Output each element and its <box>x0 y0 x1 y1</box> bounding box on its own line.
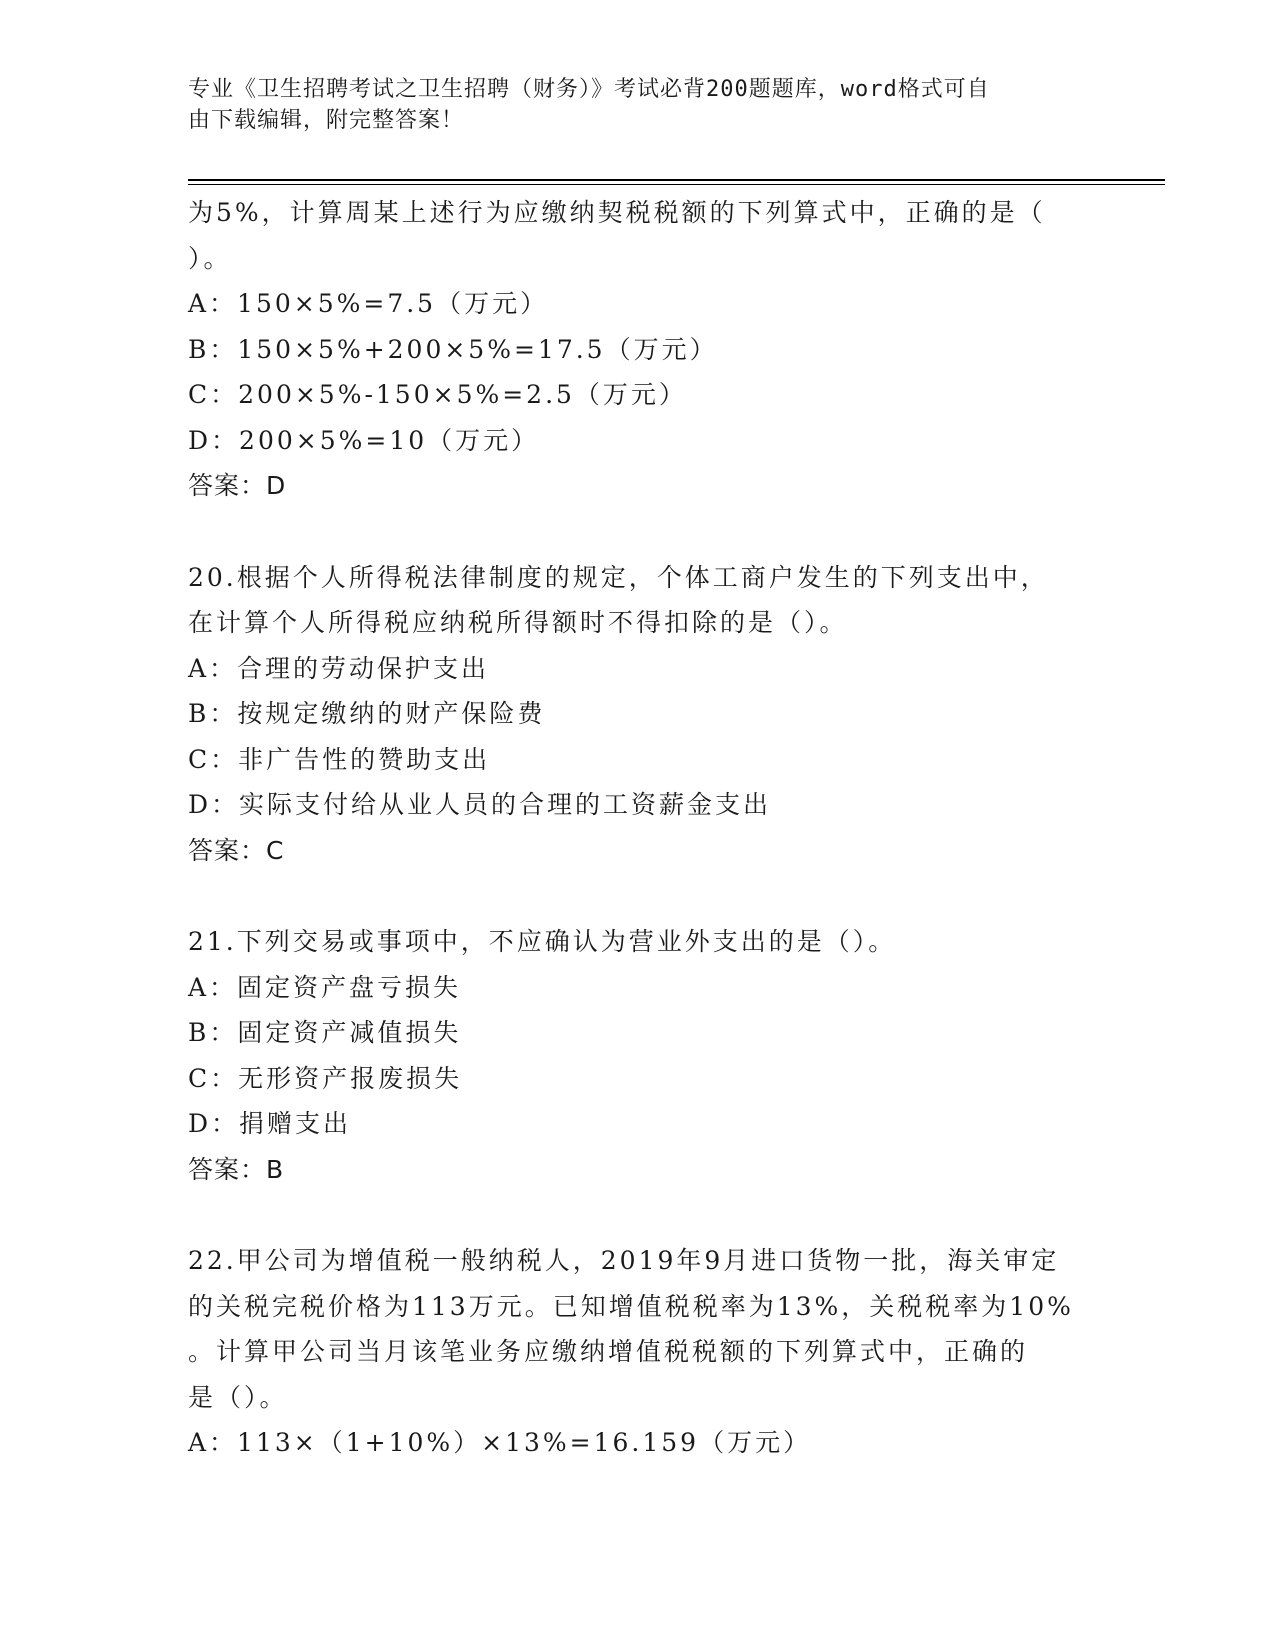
question-stem-line: ）。 <box>188 243 232 273</box>
header-divider-thin <box>188 184 1165 185</box>
question-stem-line: 21.下列交易或事项中，不应确认为营业外支出的是（）。 <box>188 927 897 956</box>
header-line-1: 专业《卫生招聘考试之卫生招聘（财务）》考试必背200题题库，word格式可自 <box>188 77 990 102</box>
question-stem-line: 是（）。 <box>188 1382 288 1412</box>
answer-line: 答案：D <box>188 471 287 500</box>
question-21 <box>188 919 1088 1192</box>
option-a: A：合理的劳动保护支出 <box>188 653 490 683</box>
option-c: C：非广告性的赞助支出 <box>188 744 491 774</box>
option-a: A：150×5%=7.5（万元） <box>188 289 549 318</box>
question-stem-line: 。计算甲公司当月该笔业务应缴纳增值税税额的下列算式中，正确的 <box>188 1337 1029 1366</box>
answer-line: 答案：B <box>188 1154 285 1184</box>
answer-line: 答案：C <box>188 835 285 865</box>
option-a: A：固定资产盘亏损失 <box>188 972 462 1002</box>
option-c: C：无形资产报废损失 <box>188 1063 463 1093</box>
question-stem-line: 的关税完税价格为113万元。已知增值税税率为13%，关税税率为10% <box>188 1291 1074 1321</box>
option-d: D：200×5%=10（万元） <box>188 425 540 455</box>
header-line-2: 由下载编辑，附完整答案！ <box>188 108 465 133</box>
question-stem-line: 20.根据个人所得税法律制度的规定，个体工商户发生的下列支出中， <box>188 562 1049 592</box>
question-22 <box>188 1238 1088 1466</box>
question-stem-line: 在计算个人所得税应纳税所得额时不得扣除的是（）。 <box>188 608 848 637</box>
option-d: D：实际支付给从业人员的合理的工资薪金支出 <box>188 790 772 819</box>
question-20 <box>188 555 1088 874</box>
question-list <box>188 190 1088 1466</box>
question-19 <box>188 190 1088 509</box>
option-c: C：200×5%-150×5%=2.5（万元） <box>188 380 687 409</box>
document-header <box>188 74 1088 136</box>
option-d: D：捐赠支出 <box>188 1109 352 1138</box>
option-b: B：按规定缴纳的财产保险费 <box>188 699 546 728</box>
option-a: A：113×（1+10%）×13%=16.159（万元） <box>188 1428 812 1457</box>
question-stem-line: 为5%，计算周某上述行为应缴纳契税税额的下列算式中，正确的是（ <box>188 198 1046 227</box>
question-stem-line: 22.甲公司为增值税一般纳税人，2019年9月进口货物一批，海关审定 <box>188 1246 1060 1275</box>
header-divider-thick <box>188 179 1165 181</box>
option-b: B：150×5%+200×5%=17.5（万元） <box>188 334 718 364</box>
option-b: B：固定资产减值损失 <box>188 1018 462 1047</box>
